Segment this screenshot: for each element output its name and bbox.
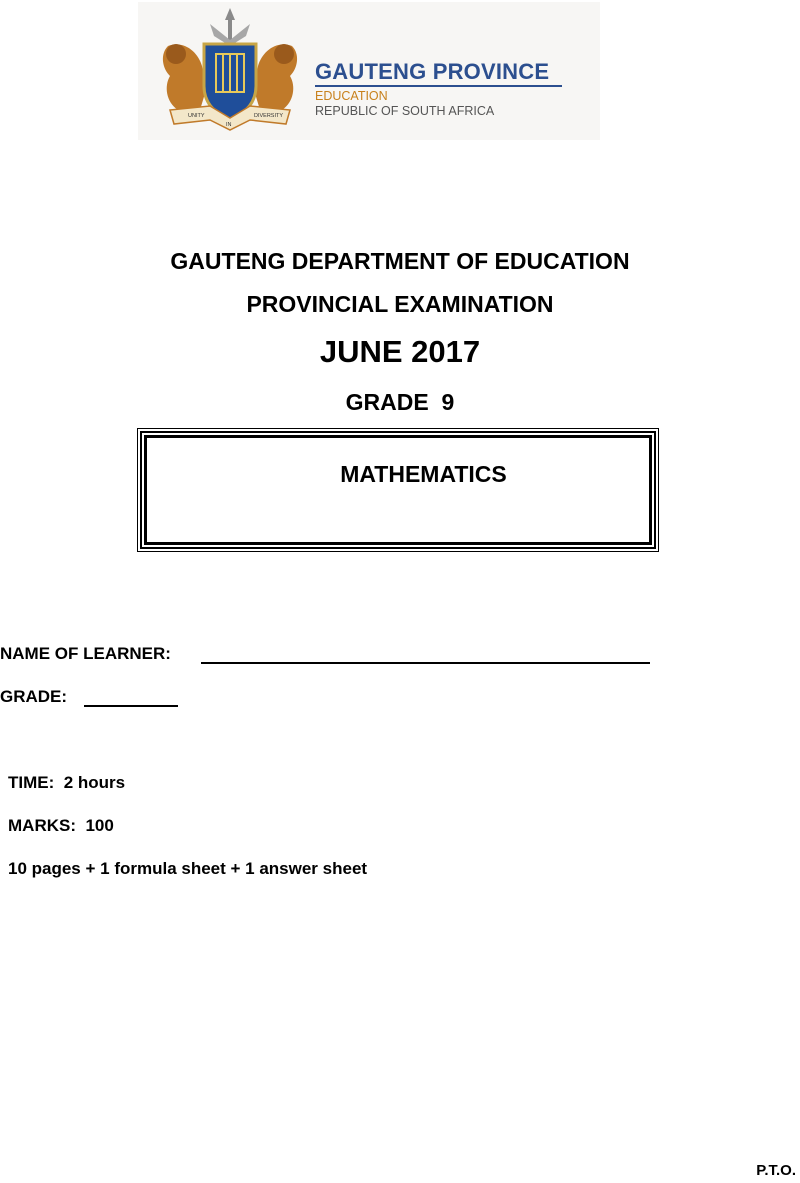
coat-of-arms-logo	[150, 6, 310, 134]
logo-subtitle-education: EDUCATION	[315, 89, 388, 103]
subject-box-inner-border	[144, 435, 652, 545]
logo-title: GAUTENG PROVINCE	[315, 59, 550, 84]
please-turn-over: P.T.O.	[756, 1162, 796, 1179]
time-info: TIME: 2 hours	[8, 773, 126, 792]
session-heading: JUNE 2017	[319, 334, 481, 369]
banner-word-unity: UNITY	[188, 113, 205, 119]
banner-word-diversity: DIVERSITY	[254, 113, 284, 119]
grade-label: GRADE:	[0, 687, 68, 706]
logo-underline	[315, 85, 562, 87]
exam-type-heading: PROVINCIAL EXAMINATION	[246, 291, 554, 317]
subject-box	[140, 431, 656, 549]
department-heading: GAUTENG DEPARTMENT OF EDUCATION	[170, 248, 630, 274]
logo-subtitle-country: REPUBLIC OF SOUTH AFRICA	[315, 104, 495, 118]
pages-info: 10 pages + 1 formula sheet + 1 answer sheet	[8, 859, 368, 878]
name-of-learner-label: NAME OF LEARNER:	[0, 644, 171, 663]
grade-heading: GRADE 9	[345, 389, 455, 415]
grade-line[interactable]	[84, 705, 178, 707]
subject-title: MATHEMATICS	[340, 461, 507, 487]
name-of-learner-line[interactable]	[201, 662, 650, 664]
banner-word-in: IN	[226, 122, 232, 128]
marks-info: MARKS: 100	[8, 816, 114, 835]
